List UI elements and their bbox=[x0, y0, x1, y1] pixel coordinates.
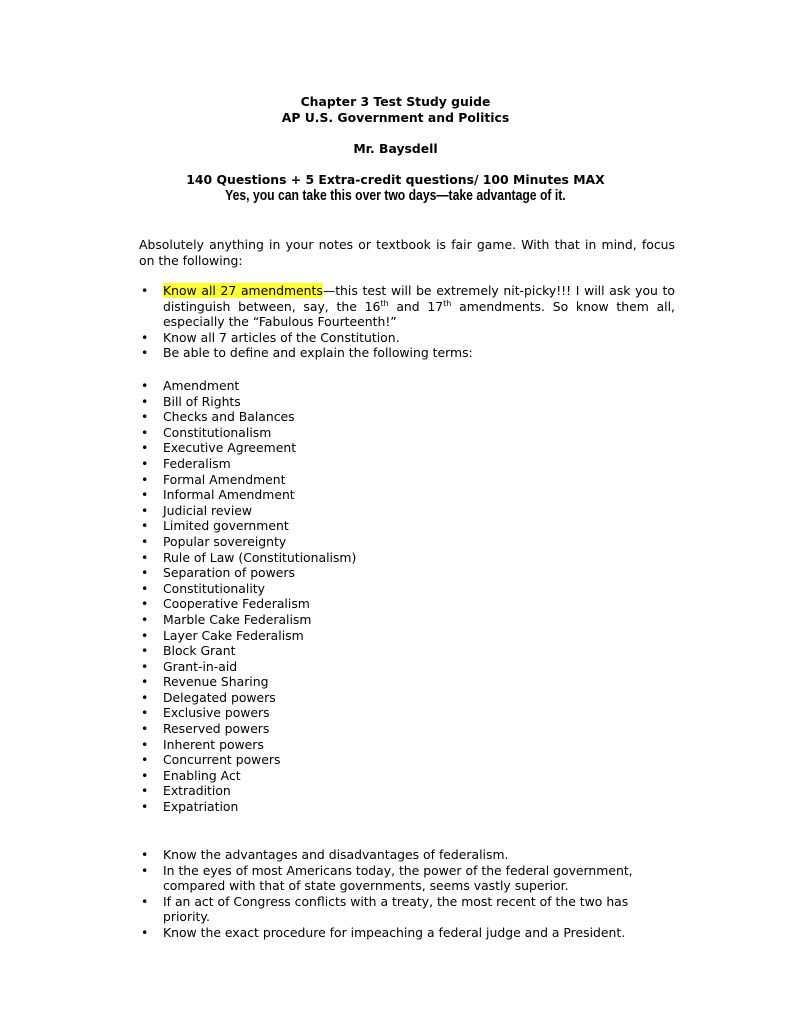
teacher-name: Mr. Baysdell bbox=[353, 141, 438, 156]
highlighted-text: Know all 27 amendments bbox=[163, 283, 323, 298]
term-item: • Executive Agreement bbox=[0, 440, 675, 456]
intro-paragraph: Absolutely anything in your notes or textbook is fair game. With that in mind, focus on the following: bbox=[139, 237, 675, 268]
term-item: • Informal Amendment bbox=[0, 487, 675, 503]
term-item: • Grant-in-aid bbox=[0, 659, 675, 675]
term-item: • Inherent powers bbox=[0, 737, 675, 753]
term-item: • Delegated powers bbox=[0, 690, 675, 706]
final-point-item: • Know the advantages and disadvantages of federalism. bbox=[0, 847, 675, 863]
term-item: • Layer Cake Federalism bbox=[0, 628, 675, 644]
list-item-define-terms: • Be able to define and explain the following terms: bbox=[0, 345, 675, 361]
term-item: • Marble Cake Federalism bbox=[0, 612, 675, 628]
term-item: • Formal Amendment bbox=[0, 472, 675, 488]
term-item: • Judicial review bbox=[0, 503, 675, 519]
final-points-list bbox=[0, 847, 675, 941]
list-item-amendments: • Know all 27 amendments—this test will be extremely nit-picky!!! I will ask you to distinguish between, say, the 16th and 17th amendments. So know them all, especially the “Fabulous Fourteenth!” bbox=[0, 283, 675, 330]
final-point-item: • In the eyes of most Americans today, the power of the federal government, compared with that of state governments, seems vastly superior. bbox=[0, 863, 675, 894]
term-item: • Cooperative Federalism bbox=[0, 596, 675, 612]
test-info: 140 Questions + 5 Extra-credit questions/ 100 Minutes MAX bbox=[186, 172, 605, 187]
two-days-headline: Yes, you can take this over two days—take advantage of it. bbox=[225, 188, 566, 204]
term-item: • Exclusive powers bbox=[0, 705, 675, 721]
term-item: • Constitutionality bbox=[0, 581, 675, 597]
term-item: • Reserved powers bbox=[0, 721, 675, 737]
focus-list bbox=[0, 283, 675, 361]
term-item: • Revenue Sharing bbox=[0, 674, 675, 690]
final-point-item: • If an act of Congress conflicts with a treaty, the most recent of the two has priority. bbox=[0, 894, 675, 925]
term-item: • Concurrent powers bbox=[0, 752, 675, 768]
chapter-title: Chapter 3 Test Study guide bbox=[300, 94, 491, 109]
term-item: • Checks and Balances bbox=[0, 409, 675, 425]
final-point-item: • Know the exact procedure for impeaching a federal judge and a President. bbox=[0, 925, 675, 941]
term-item: • Amendment bbox=[0, 378, 675, 394]
term-item: • Block Grant bbox=[0, 643, 675, 659]
term-item: • Limited government bbox=[0, 518, 675, 534]
term-item: • Separation of powers bbox=[0, 565, 675, 581]
list-item-articles: • Know all 7 articles of the Constitution. bbox=[0, 330, 675, 346]
term-item: • Constitutionalism bbox=[0, 425, 675, 441]
course-title: AP U.S. Government and Politics bbox=[281, 110, 510, 125]
term-item: • Extradition bbox=[0, 783, 675, 799]
term-item: • Popular sovereignty bbox=[0, 534, 675, 550]
term-item: • Bill of Rights bbox=[0, 394, 675, 410]
term-item: • Federalism bbox=[0, 456, 675, 472]
terms-list bbox=[0, 378, 675, 815]
term-item: • Enabling Act bbox=[0, 768, 675, 784]
term-item: • Expatriation bbox=[0, 799, 675, 815]
term-item: • Rule of Law (Constitutionalism) bbox=[0, 550, 675, 566]
